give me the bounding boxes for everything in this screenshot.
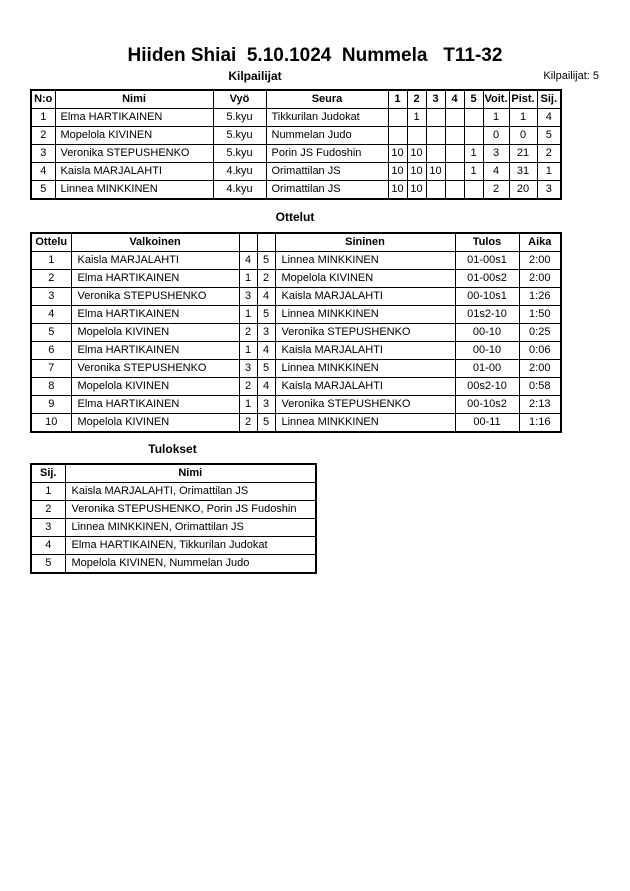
table-cell: 4	[483, 163, 509, 181]
table-row	[31, 396, 561, 414]
table-cell: 3	[239, 360, 257, 378]
column-header: Nimi	[55, 90, 213, 109]
table-cell: 10	[31, 414, 71, 433]
header-row	[31, 233, 561, 252]
table-cell: 5	[31, 555, 65, 574]
table-cell: 1	[464, 145, 483, 163]
table-cell: 2	[239, 324, 257, 342]
table-cell: 9	[31, 396, 71, 414]
table-cell: 10	[407, 163, 426, 181]
table-cell: Elma HARTIKAINEN	[71, 306, 239, 324]
column-header	[239, 233, 257, 252]
table-cell	[426, 127, 445, 145]
table-cell: 8	[31, 378, 71, 396]
table-cell: 3	[537, 181, 561, 200]
kilpailijat-table	[30, 89, 562, 200]
table-cell: Mopelola KIVINEN	[275, 270, 455, 288]
table-cell: 3	[31, 519, 65, 537]
table-cell: 10	[388, 181, 407, 200]
table-cell: 1	[509, 109, 537, 127]
table-cell: Tikkurilan Judokat	[266, 109, 388, 127]
column-header: 5	[464, 90, 483, 109]
table-cell: Orimattilan JS	[266, 181, 388, 200]
table-cell	[464, 127, 483, 145]
table-cell: Kaisla MARJALAHTI	[275, 342, 455, 360]
table-cell: 2	[239, 378, 257, 396]
table-cell: 6	[31, 342, 71, 360]
table-cell: 2:00	[519, 252, 561, 270]
participants-count: Kilpailijat: 5	[543, 70, 599, 82]
table-row	[31, 360, 561, 378]
table-cell	[445, 163, 464, 181]
ottelut-title: Ottelut	[275, 210, 315, 224]
table-cell: 3	[239, 288, 257, 306]
column-header: 4	[445, 90, 464, 109]
section-label-kilpailijat: Kilpailijat	[228, 69, 282, 83]
table-cell: 5	[31, 324, 71, 342]
table-cell: 1	[239, 306, 257, 324]
table-cell: 00s2-10	[455, 378, 519, 396]
column-header: Voit.	[483, 90, 509, 109]
table-cell: 4	[257, 378, 275, 396]
table-row	[31, 163, 561, 181]
column-header: Tulos	[455, 233, 519, 252]
table-cell	[426, 145, 445, 163]
table-cell: 10	[407, 181, 426, 200]
table-cell: Kaisla MARJALAHTI	[71, 252, 239, 270]
table-cell: 4	[31, 163, 55, 181]
table-cell: 1	[31, 252, 71, 270]
table-cell: 1	[31, 483, 65, 501]
ottelut-table	[30, 232, 562, 433]
table-cell: Elma HARTIKAINEN	[71, 342, 239, 360]
table-cell: 3	[257, 396, 275, 414]
header-row	[31, 464, 316, 483]
table-cell: Porin JS Fudoshin	[266, 145, 388, 163]
table-cell	[388, 109, 407, 127]
table-cell: Mopelola KIVINEN	[71, 324, 239, 342]
header-row	[31, 90, 561, 109]
table-cell: 31	[509, 163, 537, 181]
table-cell	[388, 127, 407, 145]
table-row	[31, 270, 561, 288]
table-cell: 5	[537, 127, 561, 145]
table-cell: 3	[483, 145, 509, 163]
table-cell: Mopelola KIVINEN, Nummelan Judo	[65, 555, 316, 574]
table-cell: 4.kyu	[213, 163, 266, 181]
column-header: N:o	[31, 90, 55, 109]
table-cell: Veronika STEPUSHENKO	[71, 360, 239, 378]
table-cell: Veronika STEPUSHENKO	[275, 396, 455, 414]
table-cell: 2:00	[519, 270, 561, 288]
table-row	[31, 145, 561, 163]
table-row	[31, 127, 561, 145]
table-cell: 2	[31, 127, 55, 145]
table-cell: Kaisla MARJALAHTI	[55, 163, 213, 181]
table-cell	[426, 181, 445, 200]
table-cell	[445, 127, 464, 145]
column-header: Seura	[266, 90, 388, 109]
table-cell: Linnea MINKKINEN, Orimattilan JS	[65, 519, 316, 537]
table-cell: 3	[257, 324, 275, 342]
table-row	[31, 483, 316, 501]
table-cell: Mopelola KIVINEN	[55, 127, 213, 145]
table-cell: Linnea MINKKINEN	[55, 181, 213, 200]
table-cell: 00-10	[455, 324, 519, 342]
table-cell: Kaisla MARJALAHTI	[275, 288, 455, 306]
column-header: Valkoinen	[71, 233, 239, 252]
column-header: Sij.	[537, 90, 561, 109]
table-row	[31, 501, 316, 519]
table-cell: 2	[537, 145, 561, 163]
table-cell: 2:13	[519, 396, 561, 414]
table-cell: 01s2-10	[455, 306, 519, 324]
table-cell: 10	[407, 145, 426, 163]
table-cell: 2	[31, 270, 71, 288]
table-cell	[445, 181, 464, 200]
table-cell: 2	[483, 181, 509, 200]
table-cell: Veronika STEPUSHENKO, Porin JS Fudoshin	[65, 501, 316, 519]
table-row	[31, 414, 561, 433]
table-row	[31, 342, 561, 360]
table-cell: 3	[31, 145, 55, 163]
table-row	[31, 252, 561, 270]
table-cell: Orimattilan JS	[266, 163, 388, 181]
table-cell: 5.kyu	[213, 109, 266, 127]
table-row	[31, 519, 316, 537]
table-cell: 1	[464, 163, 483, 181]
table-cell: 2	[257, 270, 275, 288]
table-cell: 1:50	[519, 306, 561, 324]
table-cell	[445, 109, 464, 127]
table-cell: 00-10	[455, 342, 519, 360]
table-cell: 1	[239, 396, 257, 414]
table-cell: Elma HARTIKAINEN	[71, 396, 239, 414]
column-header: Nimi	[65, 464, 316, 483]
table-cell: 4.kyu	[213, 181, 266, 200]
table-cell: 21	[509, 145, 537, 163]
table-row	[31, 324, 561, 342]
column-header: 3	[426, 90, 445, 109]
table-cell: 2:00	[519, 360, 561, 378]
table-cell: Linnea MINKKINEN	[275, 306, 455, 324]
table-row	[31, 181, 561, 200]
table-cell: 1	[239, 342, 257, 360]
table-cell: Mopelola KIVINEN	[71, 378, 239, 396]
table-cell: Elma HARTIKAINEN	[71, 270, 239, 288]
column-header: Aika	[519, 233, 561, 252]
table-cell: 0	[483, 127, 509, 145]
table-cell: Linnea MINKKINEN	[275, 414, 455, 433]
page-title: Hiiden Shiai 5.10.1024 Nummela T11-32	[127, 45, 503, 66]
table-cell: 5	[257, 306, 275, 324]
table-cell: 00-11	[455, 414, 519, 433]
table-cell: 5	[31, 181, 55, 200]
table-cell: Veronika STEPUSHENKO	[275, 324, 455, 342]
table-row	[31, 109, 561, 127]
table-cell: Mopelola KIVINEN	[71, 414, 239, 433]
table-cell: Elma HARTIKAINEN, Tikkurilan Judokat	[65, 537, 316, 555]
table-cell: 0:06	[519, 342, 561, 360]
table-cell	[426, 109, 445, 127]
column-header: Vyö	[213, 90, 266, 109]
column-header: Pist.	[509, 90, 537, 109]
table-row	[31, 288, 561, 306]
table-cell: Kaisla MARJALAHTI, Orimattilan JS	[65, 483, 316, 501]
table-cell: 5	[257, 252, 275, 270]
table-cell: 01-00s2	[455, 270, 519, 288]
table-cell: 4	[239, 252, 257, 270]
column-header: Sij.	[31, 464, 65, 483]
table-cell	[464, 109, 483, 127]
table-cell: 2	[31, 501, 65, 519]
table-cell: 5	[257, 360, 275, 378]
table-cell: 1:16	[519, 414, 561, 433]
tulokset-title: Tulokset	[148, 442, 197, 456]
table-cell: 5.kyu	[213, 127, 266, 145]
table-cell: 10	[426, 163, 445, 181]
column-header: Ottelu	[31, 233, 71, 252]
table-cell: Kaisla MARJALAHTI	[275, 378, 455, 396]
table-cell: 10	[388, 163, 407, 181]
table-cell: 1	[537, 163, 561, 181]
table-cell: 0	[509, 127, 537, 145]
table-cell: 01-00s1	[455, 252, 519, 270]
table-cell	[445, 145, 464, 163]
table-cell: Linnea MINKKINEN	[275, 252, 455, 270]
table-row	[31, 537, 316, 555]
table-cell: Elma HARTIKAINEN	[55, 109, 213, 127]
table-cell: 01-00	[455, 360, 519, 378]
table-cell: Veronika STEPUSHENKO	[71, 288, 239, 306]
column-header: 2	[407, 90, 426, 109]
table-cell: 00-10s1	[455, 288, 519, 306]
table-cell: Veronika STEPUSHENKO	[55, 145, 213, 163]
table-row	[31, 378, 561, 396]
table-cell: 00-10s2	[455, 396, 519, 414]
table-cell: 4	[257, 342, 275, 360]
table-cell: 1	[239, 270, 257, 288]
table-cell: 4	[257, 288, 275, 306]
table-cell: Linnea MINKKINEN	[275, 360, 455, 378]
table-cell: 1	[407, 109, 426, 127]
table-cell: 4	[31, 306, 71, 324]
table-cell: 20	[509, 181, 537, 200]
table-cell: 1	[483, 109, 509, 127]
table-cell	[464, 181, 483, 200]
table-row	[31, 306, 561, 324]
table-cell	[407, 127, 426, 145]
column-header: Sininen	[275, 233, 455, 252]
table-cell: 7	[31, 360, 71, 378]
table-cell: 4	[537, 109, 561, 127]
table-cell: 2	[239, 414, 257, 433]
table-cell: 0:25	[519, 324, 561, 342]
column-header	[257, 233, 275, 252]
table-cell: Nummelan Judo	[266, 127, 388, 145]
table-cell: 5	[257, 414, 275, 433]
table-cell: 5.kyu	[213, 145, 266, 163]
table-cell: 3	[31, 288, 71, 306]
table-row	[31, 555, 316, 574]
column-header: 1	[388, 90, 407, 109]
table-cell: 4	[31, 537, 65, 555]
tulokset-table	[30, 463, 317, 574]
table-cell: 1:26	[519, 288, 561, 306]
table-cell: 10	[388, 145, 407, 163]
table-cell: 0:58	[519, 378, 561, 396]
table-cell: 1	[31, 109, 55, 127]
